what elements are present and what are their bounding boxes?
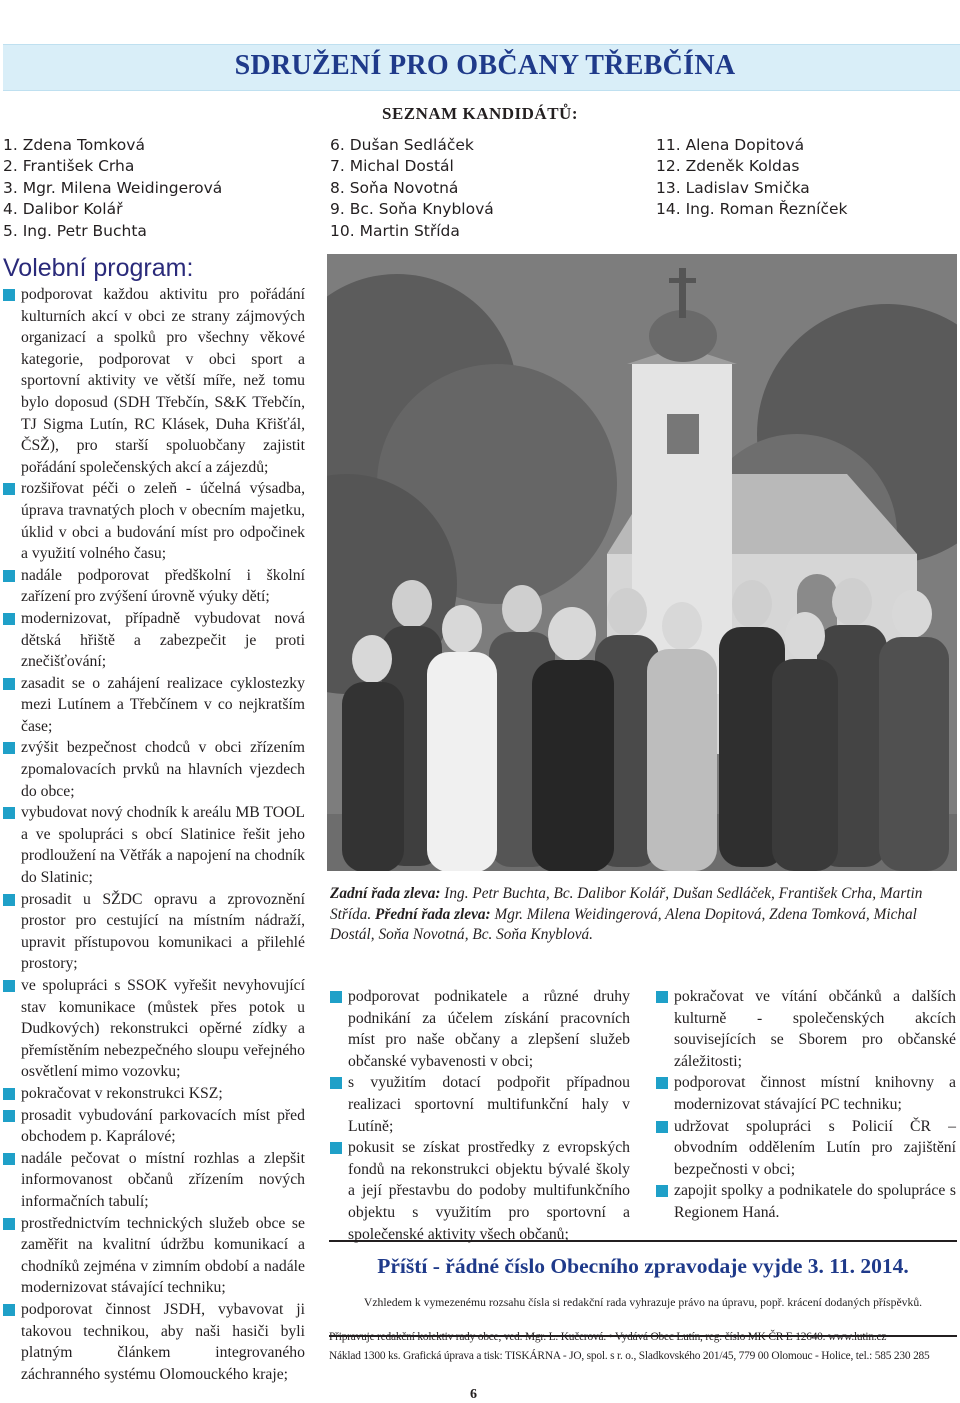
program-item-text: ve spolupráci s SSOK vyřešit nevyhovující stav komunikace (můstek přes potok u Dudkových) rekonstrukci opěrné zídky a přemístěním nebezpečného sloupu veřejného osvětlení mimo vozovku;: [21, 977, 305, 1081]
organization-title: SDRUŽENÍ PRO OBČANY TŘEBČÍNA: [234, 50, 736, 81]
program-item: [3, 1105, 305, 1148]
program-item: [3, 608, 305, 673]
bullet-square-icon: [3, 613, 15, 625]
program-item-text: pokračovat ve vítání občánků a dalších kulturně - společenských akcích souvisejících se Sborem pro občanské záležitosti;: [674, 988, 956, 1070]
program-item-text: zvýšit bezpečnost chodců v obci zřízením zpomalovacích prvků na hlavních vjezdech do obce;: [21, 739, 305, 800]
program-item-text: prosadit u SŽDC opravu a zprovoznění prostor pro cestující na místním nádraží, upravit přístupovou komunikaci a přilehlé prostory;: [21, 890, 305, 973]
candidate-item: 5. Ing. Petr Buchta: [3, 221, 147, 240]
program-item: [330, 986, 630, 1072]
program-item: [3, 565, 305, 608]
program-item: [3, 975, 305, 1083]
colophon: [329, 1328, 959, 1366]
program-item-text: podporovat činnost místní knihovny a modernizovat stávající PC techniku;: [674, 1074, 956, 1113]
program-item: [330, 1072, 630, 1137]
candidate-item: 6. Dušan Sedláček: [330, 136, 474, 154]
bullet-square-icon: [3, 1088, 15, 1100]
program-item-text: nadále pečovat o místní rozhlas a zlepšit informovanost občanů zřízením nových informačních tabulí;: [21, 1149, 305, 1210]
program-item-text: prosadit vybudování parkovacích míst před obchodem p. Kaprálové;: [21, 1106, 305, 1146]
bullet-square-icon: [3, 742, 15, 754]
bullet-square-icon: [3, 807, 15, 819]
program-item-text: pokusit se získat prostředky z evropských fondů na rekonstrukci objektu bývalé školy a její přestavbu do podoby multifunkčního objektu s využitím pro sportovní a společenské aktivity všech občanů;: [348, 1139, 630, 1243]
next-issue-headline: Příští - řádné číslo Obecního zpravodaje vyjde 3. 11. 2014.: [377, 1254, 909, 1278]
bullet-square-icon: [3, 1304, 15, 1316]
program-item: [656, 1072, 956, 1115]
candidate-item: 7. Michal Dostál: [330, 157, 454, 176]
program-item-text: vybudovat nový chodník k areálu MB TOOL a ve spolupráci s obcí Slatinice řešit jeho prodloužení na Větřák a napojení na chodník do Slatinic;: [21, 804, 305, 887]
program-item-text: zasadit se o zahájení realizace cyklostezky mezi Lutínem a Třebčínem v co nejkratším čase;: [21, 674, 305, 735]
program-item-text: podporovat podnikatele a různé druhy podnikání za účelem získání pracovních míst pro naše občany a zlepšení služeb občanské vybavenosti v obci;: [348, 988, 630, 1070]
colophon-print-line: Náklad 1300 ks. Grafická úprava a tisk: TISKÁRNA - JO, spol. s r. o., Sladkovského 201/45, 779 00 Olomouc - Holice, tel.: 585 230 285: [329, 1350, 930, 1362]
bullet-square-icon: [656, 991, 668, 1003]
bullet-square-icon: [330, 991, 342, 1003]
bullet-square-icon: [3, 289, 15, 301]
program-list-middle: [330, 986, 630, 1245]
program-item: [3, 1213, 305, 1299]
program-item-text: zapojit spolky a podnikatele do spolupráce s Regionem Haná.: [674, 1182, 956, 1221]
candidate-item: 14. Ing. Roman Řezníček: [656, 200, 848, 219]
program-item: [3, 673, 305, 738]
candidate-item: 10. Martin Střída: [330, 221, 460, 240]
caption-front-row-label: Přední řada zleva:: [371, 905, 491, 923]
program-item: [3, 1299, 305, 1385]
editorial-disclaimer: Vzhledem k vymezenému rozsahu čísla si redakční rada vyhrazuje právo na úpravu, popř. krácení dodaných příspěvků.: [363, 1296, 923, 1309]
program-list-left: [3, 284, 305, 1385]
bullet-square-icon: [3, 1110, 15, 1122]
candidate-column-2: [330, 135, 494, 242]
program-item: [656, 1116, 956, 1181]
candidate-column-3: [656, 135, 847, 221]
program-item: [3, 478, 305, 564]
program-item-text: modernizovat, případně vybudovat nová dětská hřiště a zabezpečit je proti znečišťování;: [21, 609, 305, 671]
program-item-text: nadále podporovat předškolní i školní zařízení pro zvýšení úrovně výuky dětí;: [21, 566, 305, 606]
bullet-square-icon: [3, 980, 15, 992]
bullet-square-icon: [330, 1077, 342, 1089]
caption-back-row-label: Zadní řada zleva:: [330, 885, 441, 902]
bullet-square-icon: [3, 1153, 15, 1165]
colophon-publisher-line: Připravuje redakční kolektiv rady obce, ved. Mgr. L. Kučerová. • Vydává Obec Lutín, reg. číslo MK ČR E 12640. www.lutin.cz: [329, 1331, 887, 1343]
program-item-text: podporovat činnost JSDH, vybavovat ji takovou technikou, aby naši hasiči byli platným článkem integrovaného záchranného systému Olomouckého kraje;: [21, 1300, 305, 1383]
program-item-text: prostřednictvím technických služeb obce se zaměřit na kvalitní údržbu komunikací a chodníků zejména v zimním období a nadále modernizovat stávající techniku;: [21, 1214, 305, 1297]
candidate-column-1: [3, 135, 222, 242]
bullet-square-icon: [656, 1185, 668, 1197]
program-item: [3, 284, 305, 478]
candidate-list-heading: SEZNAM KANDIDÁTŮ:: [382, 104, 578, 123]
candidate-item: 2. František Crha: [3, 157, 135, 176]
bullet-square-icon: [3, 894, 15, 906]
bullet-square-icon: [3, 483, 15, 495]
bullet-square-icon: [3, 1218, 15, 1230]
program-heading: Volební program:: [3, 254, 194, 282]
program-list-right: [656, 986, 956, 1224]
program-item: [330, 1137, 630, 1245]
program-item-text: podporovat každou aktivitu pro pořádání kulturních akcí v obci ze strany zájmových organizací a spolků pro všechny věkové kategorie, podporovat v obci sport a sportovní aktivity ve větší míře, než tomu bylo doposud (SDH Třebčín, S&K Třebčín, TJ Sigma Lutín, RC Klásek, Duha Křišťál, ČSŽ), pro starší spoluobčany zajistit pořádání společenských akcí a zájezdů;: [21, 286, 305, 476]
photo-caption: [330, 884, 958, 946]
candidate-item: 13. Ladislav Smička: [656, 178, 810, 197]
program-item-text: rozšiřovat péči o zeleň - účelná výsadba, úprava travnatých ploch v obecním majetku, úklid v obci a budování míst pro odpočinek a využití volného času;: [21, 480, 305, 563]
program-item: [656, 986, 956, 1072]
candidate-item: 3. Mgr. Milena Weidingerová: [3, 178, 223, 197]
page-number: 6: [470, 1387, 477, 1402]
caption-back-row-names: Ing. Petr Buchta, Bc. Dalibor Kolář, Dušan Sedláček, František Crha, Martin Střída.: [330, 885, 923, 923]
program-item-text: pokračovat v rekonstrukci KSZ;: [21, 1084, 223, 1102]
caption-front-row-names: Mgr. Milena Weidingerová, Alena Dopitová, Zdena Tomková, Michal Dostál, Soňa Novotná, Bc. Soňa Knyblová.: [330, 905, 917, 943]
bullet-square-icon: [656, 1121, 668, 1133]
program-item: [3, 737, 305, 802]
next-issue-notice: [329, 1240, 957, 1337]
program-item-text: udržovat spolupráci s Policií ČR – obvodním oddělením Lutín pro zajištění bezpečnosti v obci;: [674, 1117, 956, 1178]
candidate-item: 4. Dalibor Kolář: [3, 200, 123, 219]
group-photo: [327, 254, 957, 871]
program-item: [3, 1083, 305, 1105]
program-item: [3, 889, 305, 975]
program-item: [3, 1148, 305, 1213]
bullet-square-icon: [656, 1077, 668, 1089]
candidate-item: 8. Soňa Novotná: [330, 178, 459, 197]
candidate-item: 9. Bc. Soňa Knyblová: [330, 200, 494, 219]
bullet-square-icon: [3, 570, 15, 582]
program-item-text: s využitím dotací podpořit případnou realizaci sportovní multifunkční haly v Lutíně;: [348, 1074, 630, 1135]
bullet-square-icon: [330, 1142, 342, 1154]
program-item: [656, 1180, 956, 1223]
bullet-square-icon: [3, 678, 15, 690]
candidate-item: 11. Alena Dopitová: [656, 136, 805, 154]
candidate-item: 1. Zdena Tomková: [3, 136, 145, 154]
candidate-item: 12. Zdeněk Koldas: [656, 157, 800, 176]
program-item: [3, 802, 305, 888]
